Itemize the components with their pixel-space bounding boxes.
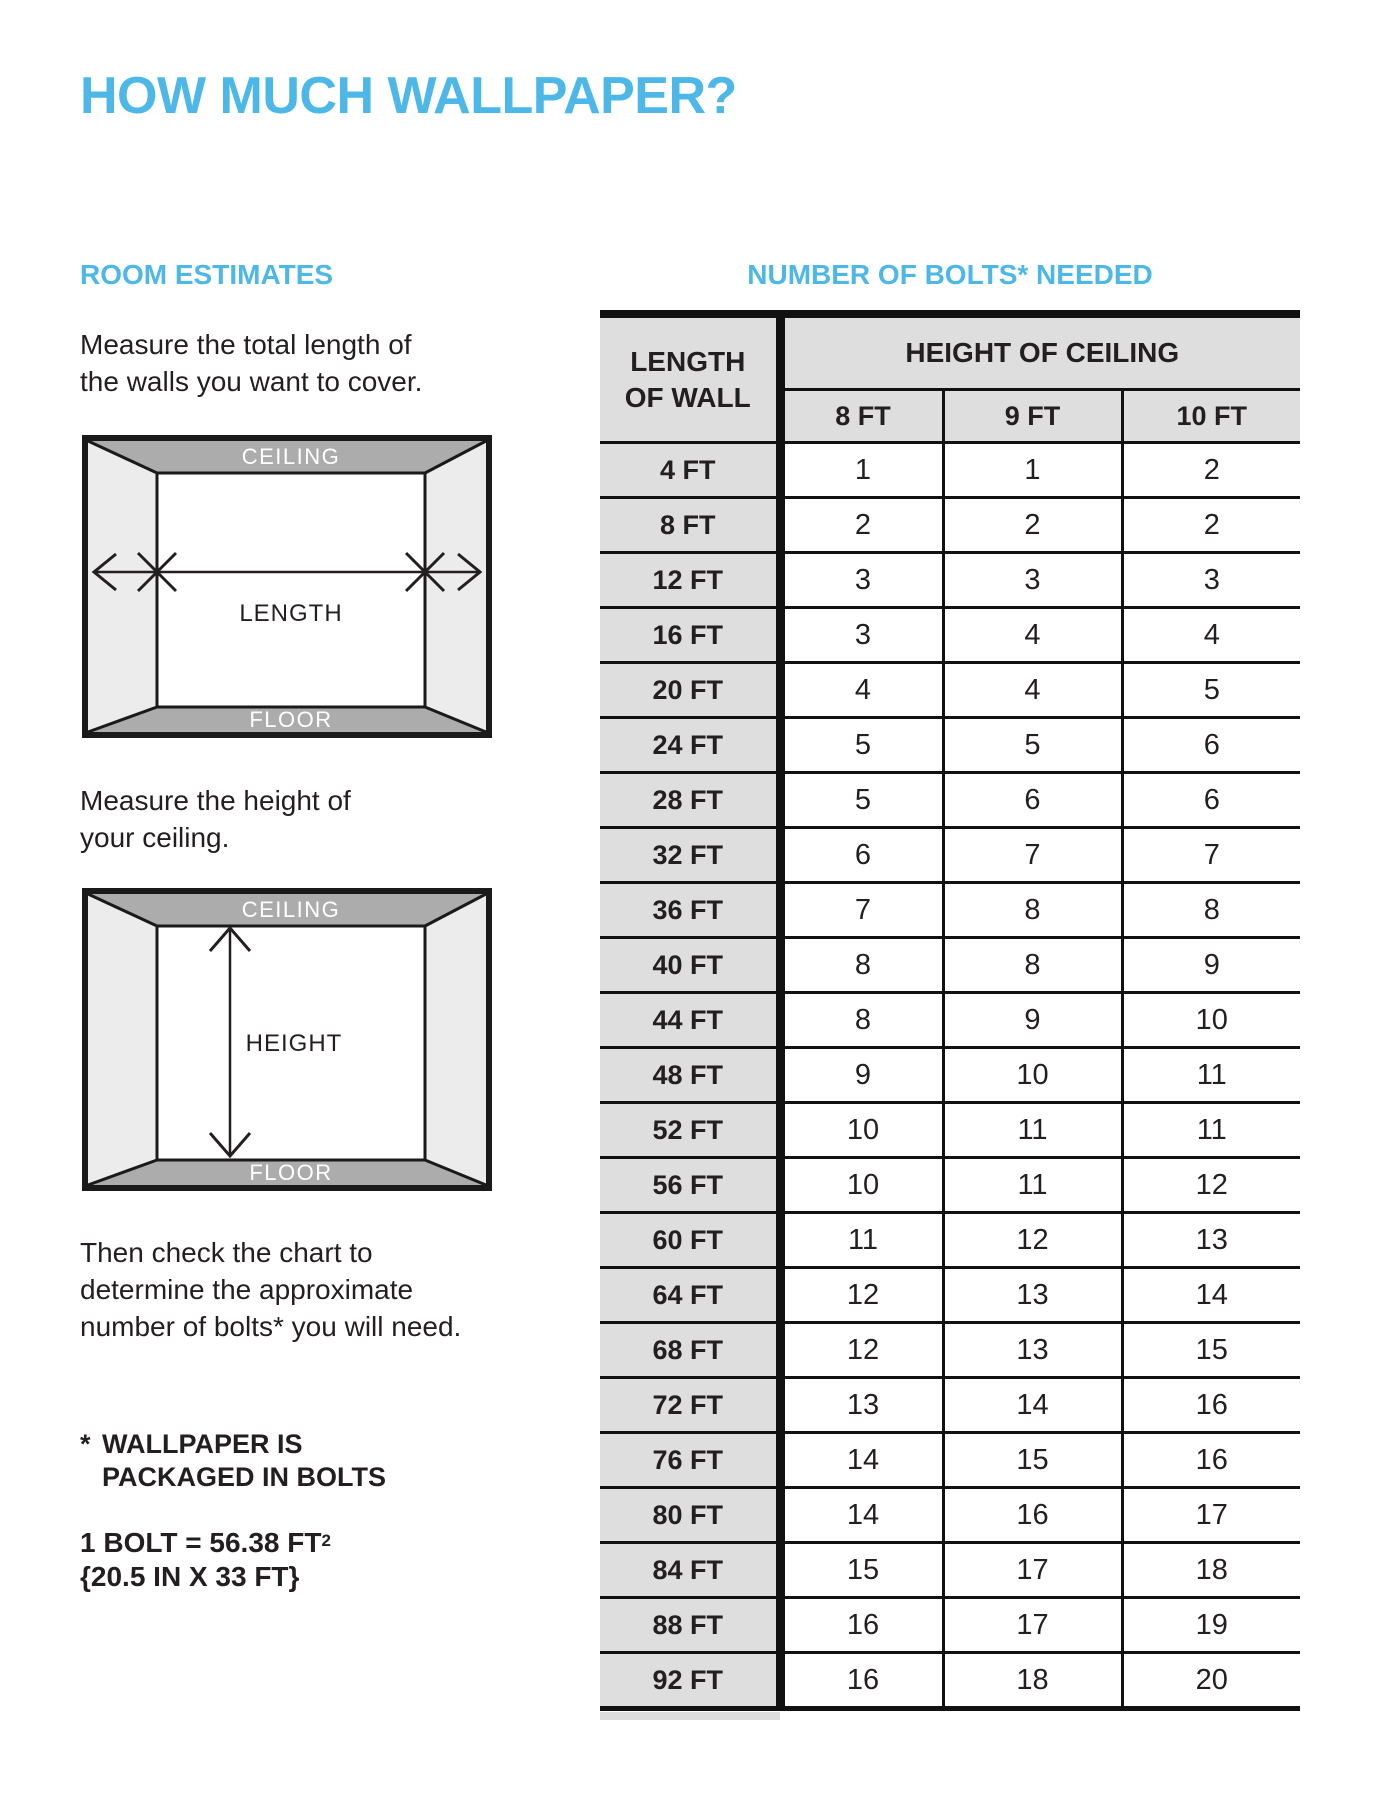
- table-row: [600, 498, 1300, 553]
- superscript-2: 2: [321, 1531, 331, 1550]
- bolt-count-cell: 8: [943, 938, 1122, 993]
- text-line: Measure the total length of: [80, 329, 412, 360]
- row-header-wall-length: 4 FT: [600, 443, 780, 498]
- bolt-count-cell: 2: [780, 498, 943, 553]
- bolt-count-cell: 1: [780, 443, 943, 498]
- text-line: OF WALL: [624, 381, 751, 413]
- bolt-count-cell: 20: [1122, 1653, 1300, 1709]
- height-label: HEIGHT: [245, 1030, 343, 1057]
- table-row: [600, 773, 1300, 828]
- table-row: [600, 938, 1300, 993]
- room-diagram-length: [82, 435, 492, 738]
- row-header-wall-length: 8 FT: [600, 498, 780, 553]
- bolts-footnote: [80, 1428, 386, 1494]
- row-header-wall-length: 52 FT: [600, 1103, 780, 1158]
- bolt-count-cell: 2: [943, 498, 1122, 553]
- row-header-wall-length: 28 FT: [600, 773, 780, 828]
- ceiling-label: CEILING: [241, 444, 341, 469]
- length-of-wall-header: [600, 314, 780, 443]
- bolt-dimensions-line: {20.5 IN X 33 FT}: [80, 1561, 300, 1592]
- bolt-count-cell: 4: [1122, 608, 1300, 663]
- table-row: [600, 1488, 1300, 1543]
- bolt-count-cell: 17: [943, 1543, 1122, 1598]
- table-row: [600, 1378, 1300, 1433]
- bolt-count-cell: 8: [943, 883, 1122, 938]
- table-row: [600, 1268, 1300, 1323]
- bolts-table-heading: NUMBER OF BOLTS* NEEDED: [747, 259, 1153, 290]
- table-row: [600, 1158, 1300, 1213]
- row-header-wall-length: 92 FT: [600, 1653, 780, 1709]
- table-row: [600, 553, 1300, 608]
- bolt-count-cell: 6: [1122, 718, 1300, 773]
- bolt-count-cell: 3: [780, 608, 943, 663]
- bolt-count-cell: 16: [943, 1488, 1122, 1543]
- bolt-count-cell: 11: [1122, 1048, 1300, 1103]
- height-of-ceiling-header: HEIGHT OF CEILING: [780, 314, 1300, 390]
- table-row: [600, 993, 1300, 1048]
- table-row: [600, 883, 1300, 938]
- bolt-count-cell: 13: [1122, 1213, 1300, 1268]
- row-header-wall-length: 64 FT: [600, 1268, 780, 1323]
- text-line: the walls you want to cover.: [80, 366, 423, 397]
- table-row: [600, 1048, 1300, 1103]
- left-wall-face: [88, 441, 157, 732]
- row-header-wall-length: 20 FT: [600, 663, 780, 718]
- table-header-row: [600, 314, 1300, 390]
- text-line: PACKAGED IN BOLTS: [102, 1462, 387, 1492]
- bolt-count-cell: 17: [943, 1598, 1122, 1653]
- bolt-count-cell: 12: [943, 1213, 1122, 1268]
- table-row: [600, 1213, 1300, 1268]
- table-row: [600, 1103, 1300, 1158]
- instruction-measure-length: [80, 326, 422, 400]
- text-line: determine the approximate: [80, 1274, 414, 1305]
- table-row: [600, 443, 1300, 498]
- bolt-count-cell: 17: [1122, 1488, 1300, 1543]
- bolt-count-cell: 6: [1122, 773, 1300, 828]
- bolt-count-cell: 12: [780, 1268, 943, 1323]
- text-line: LENGTH: [630, 345, 746, 377]
- bolt-count-cell: 19: [1122, 1598, 1300, 1653]
- bolt-count-cell: 6: [943, 773, 1122, 828]
- footnote-lines: [102, 1428, 386, 1494]
- bolt-count-cell: 4: [943, 663, 1122, 718]
- bolt-count-cell: 2: [1122, 443, 1300, 498]
- table-row: [600, 828, 1300, 883]
- bolt-count-cell: 11: [943, 1158, 1122, 1213]
- bolt-count-cell: 14: [780, 1433, 943, 1488]
- bolt-count-cell: 14: [943, 1378, 1122, 1433]
- text-line: Then check the chart to: [80, 1237, 373, 1268]
- bolt-count-cell: 9: [780, 1048, 943, 1103]
- bolt-count-cell: 16: [1122, 1378, 1300, 1433]
- bolt-count-cell: 10: [780, 1158, 943, 1213]
- bolt-count-cell: 18: [943, 1653, 1122, 1709]
- text-line: Measure the height of: [80, 785, 351, 816]
- bolt-count-cell: 11: [1122, 1103, 1300, 1158]
- table-row: [600, 663, 1300, 718]
- bolt-count-cell: 4: [943, 608, 1122, 663]
- row-header-wall-length: 40 FT: [600, 938, 780, 993]
- right-wall-face: [425, 441, 486, 732]
- bolt-count-cell: 16: [1122, 1433, 1300, 1488]
- bolt-count-cell: 14: [780, 1488, 943, 1543]
- bolt-count-cell: 4: [780, 663, 943, 718]
- row-header-wall-length: 76 FT: [600, 1433, 780, 1488]
- bolt-count-cell: 5: [943, 718, 1122, 773]
- bolt-count-cell: 5: [780, 773, 943, 828]
- table-row: [600, 718, 1300, 773]
- bolt-count-cell: 10: [943, 1048, 1122, 1103]
- bolt-count-cell: 14: [1122, 1268, 1300, 1323]
- row-header-wall-length: 72 FT: [600, 1378, 780, 1433]
- bolt-count-cell: 18: [1122, 1543, 1300, 1598]
- row-header-wall-length: 48 FT: [600, 1048, 780, 1103]
- bolts-table: [600, 310, 1300, 1711]
- table-row: [600, 1433, 1300, 1488]
- bolt-count-cell: 8: [780, 938, 943, 993]
- bolt-count-cell: 8: [780, 993, 943, 1048]
- table-row: [600, 1653, 1300, 1709]
- bolt-count-cell: 12: [1122, 1158, 1300, 1213]
- bolt-count-cell: 3: [1122, 553, 1300, 608]
- row-header-wall-length: 80 FT: [600, 1488, 780, 1543]
- bolt-count-cell: 16: [780, 1598, 943, 1653]
- back-wall-face: [157, 473, 425, 707]
- bolt-count-cell: 7: [780, 883, 943, 938]
- bolt-count-cell: 13: [943, 1323, 1122, 1378]
- bolt-count-cell: 5: [780, 718, 943, 773]
- row-header-wall-length: 60 FT: [600, 1213, 780, 1268]
- row-header-wall-length: 36 FT: [600, 883, 780, 938]
- text-line: WALLPAPER IS: [102, 1429, 303, 1459]
- bolt-count-cell: 10: [1122, 993, 1300, 1048]
- bolts-table-body: [600, 443, 1300, 1709]
- col-header-8ft: 8 FT: [780, 390, 943, 443]
- row-header-wall-length: 24 FT: [600, 718, 780, 773]
- row-header-wall-length: 68 FT: [600, 1323, 780, 1378]
- length-label: LENGTH: [239, 600, 343, 627]
- floor-label: FLOOR: [249, 1160, 333, 1185]
- bolt-count-cell: 6: [780, 828, 943, 883]
- bolt-count-cell: 15: [1122, 1323, 1300, 1378]
- row-header-wall-length: 84 FT: [600, 1543, 780, 1598]
- floor-label: FLOOR: [249, 707, 333, 732]
- instruction-measure-height: [80, 782, 351, 856]
- page-title: HOW MUCH WALLPAPER?: [80, 67, 737, 125]
- bolt-count-cell: 7: [943, 828, 1122, 883]
- bolt-count-cell: 5: [1122, 663, 1300, 718]
- row-header-wall-length: 88 FT: [600, 1598, 780, 1653]
- room-estimates-heading: ROOM ESTIMATES: [80, 259, 334, 290]
- bolt-count-cell: 11: [943, 1103, 1122, 1158]
- bolt-count-cell: 10: [780, 1103, 943, 1158]
- bolt-count-cell: 15: [943, 1433, 1122, 1488]
- row-header-wall-length: 44 FT: [600, 993, 780, 1048]
- text-line: your ceiling.: [80, 822, 230, 853]
- instruction-check-chart: [80, 1234, 461, 1345]
- table-row: [600, 1598, 1300, 1653]
- bolt-count-cell: 9: [943, 993, 1122, 1048]
- asterisk: *: [80, 1429, 91, 1459]
- bolt-count-cell: 11: [780, 1213, 943, 1268]
- bolt-count-cell: 9: [1122, 938, 1300, 993]
- table-row: [600, 608, 1300, 663]
- bolt-size-text: 1 BOLT = 56.38 FT: [80, 1527, 322, 1558]
- bolt-size-line: [80, 1524, 331, 1560]
- row-header-wall-length: 12 FT: [600, 553, 780, 608]
- bolt-count-cell: 2: [1122, 498, 1300, 553]
- table-footer-stub: [600, 1712, 780, 1720]
- bolt-count-cell: 7: [1122, 828, 1300, 883]
- col-header-10ft: 10 FT: [1122, 390, 1300, 443]
- bolt-count-cell: 3: [943, 553, 1122, 608]
- bolt-count-cell: 15: [780, 1543, 943, 1598]
- col-header-9ft: 9 FT: [943, 390, 1122, 443]
- row-header-wall-length: 32 FT: [600, 828, 780, 883]
- bolt-count-cell: 16: [780, 1653, 943, 1709]
- table-row: [600, 1543, 1300, 1598]
- table-row: [600, 1323, 1300, 1378]
- bolt-spec: [80, 1524, 331, 1594]
- room-diagram-height: [82, 888, 492, 1191]
- bolt-count-cell: 1: [943, 443, 1122, 498]
- ceiling-label: CEILING: [241, 897, 341, 922]
- bolt-count-cell: 13: [780, 1378, 943, 1433]
- bolt-count-cell: 12: [780, 1323, 943, 1378]
- right-wall-face: [425, 894, 486, 1185]
- bolt-count-cell: 13: [943, 1268, 1122, 1323]
- left-wall-face: [88, 894, 157, 1185]
- bolt-count-cell: 3: [780, 553, 943, 608]
- row-header-wall-length: 56 FT: [600, 1158, 780, 1213]
- text-line: number of bolts* you will need.: [80, 1311, 462, 1342]
- bolt-count-cell: 8: [1122, 883, 1300, 938]
- row-header-wall-length: 16 FT: [600, 608, 780, 663]
